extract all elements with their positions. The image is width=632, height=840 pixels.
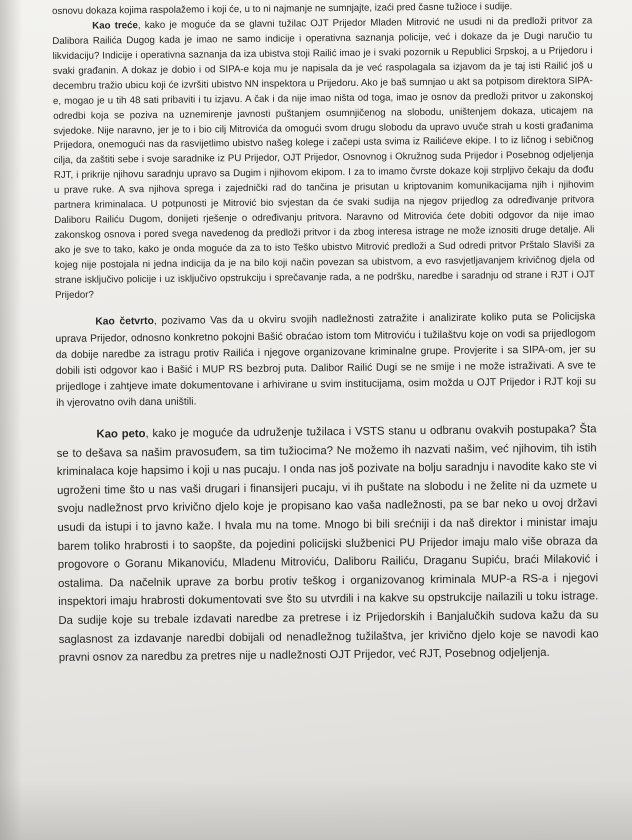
paragraph-third: [52, 15, 595, 304]
paragraph-text: osnovu dokaza kojima raspolažemo i koji će, u to ni najmanje ne sumnjajte, izaći pred časne tužioce i sudije.: [52, 1, 513, 17]
paragraph-lead: Kao peto: [96, 428, 146, 441]
page-bottom-shade: [0, 780, 632, 840]
paragraph-lead: Kao treće: [92, 20, 138, 32]
paragraph-text: , pozivamo Vas da u okviru svojih nadležnosti zatražite i analizirate koliko puta se Policijska uprava Prijedor, odnosno konkretno pokojni Bašić obraćao istom tom Mitroviću i tužilaštvu koje on vodi sa prijedlogom da dobije naredbe za istragu protiv Railića i njegove organizovane kriminalne grupe. Provjerite i sa SIPA-om, jer su dobili isti odgovor kao i Bašić i MUP RS bezbroj puta. Dalibor Railić Dugi se ne smije i ne može istraživati. A sve te prijedloge i zahtjeve imate dokumentovane i arhivirane u svim institucijama, osim možda u OJT Prijedor i RJT koji su ih vjerovatno ovih dana uništili.: [55, 311, 597, 409]
paragraph-fourth: [55, 310, 596, 412]
page-shadow: [0, 0, 22, 840]
paragraph-text: , kako je moguće da se glavni tužilac OJT Prijedor Mladen Mitrović ne usudi ni da predloži pritvor za Dalibora Railića Dugog kada je imao ne samo indicije i operativna saznanja policije, već i dokaze da je Dugi naručio tu likvidaciju? Indicije i operativna saznanja da iza ubistva stoji Railić imao je i svaki pozornik u Republici Srpskoj, a u Prijedoru i svaki građanin. A dokaz je dobio i od SIPA-e koja mu je napisala da je već raspolagala sa izjavom da je taj isti Railić još u decembru tražio ubicu koji će izvršiti ubistvo NN inspektora u Prijedoru. Ako je baš sumnjao u akt sa potpisom direktora SIPA-e, mogao je u tih 48 sati pribaviti i tu izjavu. A čak i da nije imao ništa od toga, imao je osnov da predloži pritvor u zakonskoj odredbi koja se poziva na uznemirenje javnosti puštanjem osumnjičenog na slobodu, uništenjem dokaza, uticajem na svjedoke. Nije naravno, jer je to i bio cilj Mitrovića da omogući svom drugu slobodu da upravo uvuče strah u kosti građanima Prijedora, onemogući nas da rasvijetlimo ubistvo našeg kolege i začepi usta svima iz Railićeve ekipe. I to iz ličnog i sebičnog cilja, da zaštiti sebe i svoje saradnike iz PU Prijedor, OJT Prijedor, Osnovnog i Okružnog suda Prijedor i Posebnog odjeljenja RJT, i prikrije njihovu saradnju upravo sa Dugim i njihovom ekipom. I za to imamo čvrste dokaze koji strpljivo čekaju da dođu u prave ruke. A sva njihova sprega i zajednički rad do tančina je prisutan u kriptovanim komunikacijama njih i njihovim partnera kriminalaca. U potpunosti je Mitrović bio svjestan da će svaki sudija na njegov prijedlog za određivanje pritvora Daliboru Railiću Dugom, donijeti rješenje o određivanju pritvora. Naravno od Mitrovića ćete dobiti odgovor da nije imao zakonskog osnova i pored svega navedenog da predloži pritvor i da zbog interesa istrage ne može iznositi druge detalje. Ali ako je sve to tako, kako je onda moguće da za to isto Teško ubistvo Mitrović predloži a Sud odredi pritvor Prštalo Slaviši za kojeg nije postojala ni jedna indicija da je na bilo koji način povezan sa ubistvom, a evo rasvjetljavanjem krivičnog djela od strane isključivo policije i uz isključivo opstrukciju i sprečavanje rada, a ne podršku, naredbe i saradnju od strane i RJT i OJT Prijedor?: [52, 15, 595, 301]
document-body: [52, 0, 599, 668]
paragraph-text: , kako je moguće da udruženje tužilaca i VSTS stanu u odbranu ovakvih postupaka? Šta se to dešava sa našim pravosuđem, sa tim tužiocima? Ne možemo ih nazvati našim, već njihovim, tih istih kriminalaca koje hapsimo i koji u nas pucaju. I onda nas još pozivate na bolju saradnju i navodite kako ste vi ugroženi time što u nas vaši drugari i finansijeri pucaju, vi ih puštate na slobodu i ne želite ni da uzmete u svoju nadležnost prvo krivično djelo koje je propisano kao vaša nadležnosti, pa se bar neko u ovoj državi usudi da istupi i to javno kaže. I hvala mu na tome. Mnogo bi bili srećniji i da naš direktor i ministar imaju barem toliko hrabrosti i to saopšte, da pojedini policijski službenici PU Prijedor imaju malo više obraza da progovore o Goranu Mikanoviću, Mladenu Mitroviću, Daliboru Railiću, Draganu Supiću, braći Milaković i ostalima. Da načelnik uprave za borbu protiv teškog i organizovanog kriminala MUP-a RS-a i njegovi inspektori imaju hrabrosti dokumentovati sve što su utvrdili i na kakve su opstrukcije nailazili u toku istrage. Da sudije koje su trebale izdavati naredbe za pretrese i iz Prijedorskih i Banjalučkih sudova kažu da su saglasnost za izdavanje naredbi dobijali od nenadležnog tužilaštva, jer krivično djelo koje se navodi kao pravni osnov za naredbu za pretres nije u nadležnosti OJT Prijedor, već RJT, Posebnog odjeljenja.: [56, 423, 599, 665]
paragraph-fifth: [56, 420, 599, 667]
paragraph-lead: Kao četvrto: [95, 316, 154, 328]
